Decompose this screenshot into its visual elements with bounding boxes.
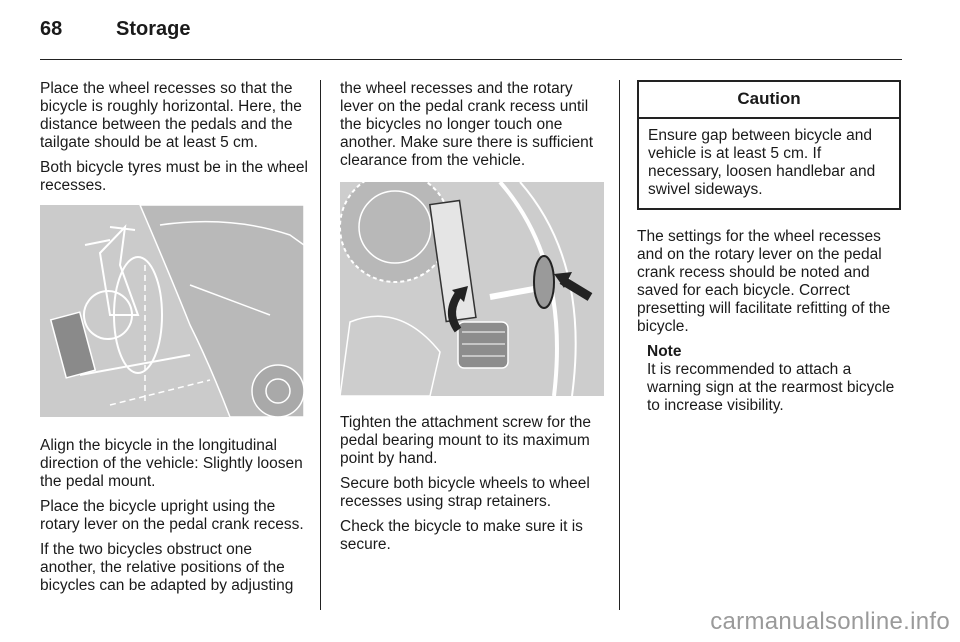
watermark: carmanualsonline.info: [710, 608, 950, 635]
page-number: 68: [40, 18, 63, 40]
caution-title: Caution: [639, 82, 899, 119]
paragraph: the wheel recesses and the rotary lever on the pedal crank recess until the bicycles no longer touch one another. Make sure there is sufficient clearance from the vehicle.: [340, 80, 594, 169]
column-1: [40, 80, 308, 602]
paragraph: Secure both bicycle wheels to wheel recesses using strap retainers.: [340, 475, 590, 510]
caution-text: Ensure gap between bicycle and vehicle is at least 5 cm. If necessary, loosen handlebar and swivel sideways.: [648, 127, 876, 198]
paragraph: Both bicycle tyres must be in the wheel recesses.: [40, 159, 308, 194]
note-title: Note: [647, 343, 682, 360]
caution-box: [637, 80, 901, 210]
column-3: [637, 80, 905, 415]
paragraph: Tighten the attachment screw for the pedal bearing mount to its maximum point by hand.: [340, 414, 591, 467]
paragraph: Place the wheel recesses so that the bicycle is roughly horizontal. Here, the distance between the pedals and the tailgate should be at least 5 cm.: [40, 80, 302, 151]
header-divider: [40, 59, 902, 60]
section-title: Storage: [116, 18, 191, 40]
pedal-mount-illustration: [340, 182, 604, 396]
column-divider-2: [619, 80, 620, 610]
column-divider-1: [320, 80, 321, 610]
paragraph: The settings for the wheel recesses and on the rotary lever on the pedal crank recess should be noted and saved for each bicycle. Correct presetting will facilitate refitting of the bicycle.: [637, 228, 891, 335]
note-text: It is recommended to attach a warning sign at the rearmost bicycle to increase visibility.: [647, 361, 895, 414]
paragraph: If the two bicycles obstruct one another, the relative positions of the bicycles can be adapted by adjusting: [40, 541, 294, 594]
paragraph: Check the bicycle to make sure it is secure.: [340, 518, 583, 553]
column-2: [340, 80, 608, 561]
bicycle-carrier-illustration: [40, 205, 304, 417]
paragraph: Place the bicycle upright using the rotary lever on the pedal crank recess.: [40, 498, 304, 533]
page-header: [40, 18, 190, 48]
paragraph: Align the bicycle in the longitudinal direction of the vehicle: Slightly loosen the pedal mount.: [40, 437, 303, 490]
note-block: [647, 343, 905, 415]
